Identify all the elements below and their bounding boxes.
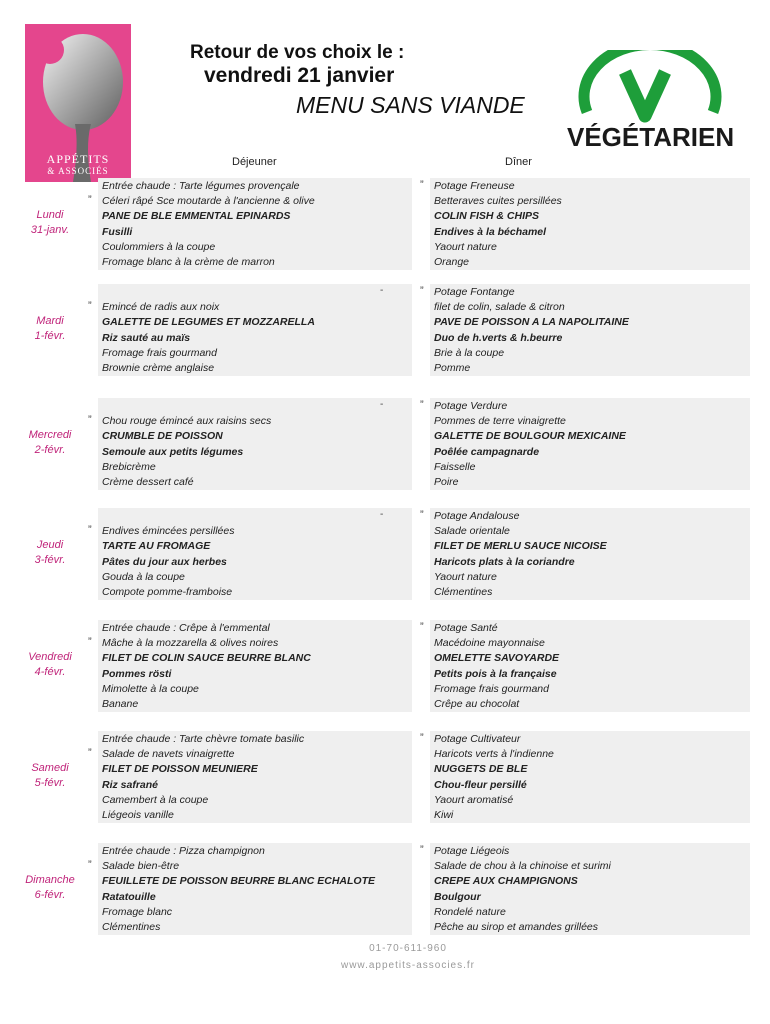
lunch-menu [102, 732, 304, 823]
lunch-dish: GALETTE DE LEGUMES ET MOZZARELLA [102, 316, 315, 329]
quote-mark: ” [88, 859, 92, 871]
lunch-dish: Salade bien-être [102, 860, 180, 873]
quote-mark: ” [88, 300, 92, 312]
lunch-dish: Gouda à la coupe [102, 570, 185, 583]
day-date: 4-févr. [34, 666, 66, 678]
lunch-menu [102, 285, 315, 376]
lunch-dish: FILET DE COLIN SAUCE BEURRE BLANC [102, 652, 311, 665]
lunch-dish: Céleri râpé Sce moutarde à l'ancienne & olive [102, 195, 315, 208]
lunch-dish: Pommes rösti [102, 667, 172, 680]
dinner-dish: Yaourt aromatisé [434, 793, 514, 806]
dinner-dish: Macédoine mayonnaise [434, 637, 545, 650]
dinner-dish: Pomme [434, 362, 471, 375]
day-date: 3-févr. [34, 554, 66, 566]
day-name: Mercredi [28, 429, 72, 441]
dinner-menu [434, 844, 611, 935]
lunch-dish: Brebicrème [102, 460, 156, 473]
return-date: vendredi 21 janvier [204, 64, 395, 87]
dinner-dish: Salade de chou à la chinoise et surimi [434, 860, 611, 873]
day-label [20, 428, 80, 458]
lunch-dish [102, 509, 234, 524]
dinner-dish: Duo de h.verts & h.beurre [434, 331, 563, 344]
quote-mark: ” [88, 524, 92, 536]
dinner-dish: Potage Fontange [434, 286, 515, 298]
dinner-dish: Pommes de terre vinaigrette [434, 415, 566, 428]
dinner-dish: filet de colin, salade & citron [434, 301, 565, 314]
lunch-menu [102, 179, 315, 270]
dinner-dish: GALETTE DE BOULGOUR MEXICAINE [434, 430, 626, 443]
dinner-dish: Potage Cultivateur [434, 733, 521, 745]
day-date: 6-févr. [34, 889, 66, 901]
lunch-dish: Compote pomme-framboise [102, 586, 233, 599]
lunch-menu [102, 509, 234, 600]
dash-mark: - [380, 285, 384, 296]
day-name: Dimanche [25, 874, 75, 886]
day-label [20, 761, 80, 791]
dinner-dish: Clémentines [434, 586, 493, 599]
dinner-menu [434, 399, 626, 490]
lunch-dish: Ratatouille [102, 890, 156, 903]
day-label [20, 208, 80, 238]
menu-title: MENU SANS VIANDE [296, 92, 525, 118]
lunch-dish: Coulommiers à la coupe [102, 240, 216, 253]
day-name: Vendredi [28, 651, 72, 663]
lunch-dish: Banane [102, 698, 139, 711]
lunch-dish: Mâche à la mozzarella & olives noires [102, 637, 279, 650]
quote-mark: ” [420, 621, 424, 633]
dinner-dish: Salade orientale [434, 525, 510, 538]
quote-mark: ” [88, 747, 92, 759]
day-name: Lundi [36, 209, 64, 221]
dinner-dish: Potage Santé [434, 622, 498, 634]
dinner-menu [434, 621, 559, 712]
company-logo [25, 24, 131, 182]
dinner-dish: OMELETTE SAVOYARDE [434, 652, 560, 665]
lunch-menu [102, 844, 375, 935]
dinner-dish: Faisselle [434, 460, 476, 473]
lunch-menu [102, 621, 311, 712]
quote-mark: ” [88, 194, 92, 206]
day-date: 2-févr. [34, 444, 66, 456]
lunch-dish: Riz safrané [102, 778, 159, 791]
dinner-dish: Brie à la coupe [434, 346, 505, 359]
dinner-dish: Petits pois à la française [434, 667, 557, 680]
day-name: Mardi [36, 315, 64, 327]
lunch-menu [102, 399, 271, 490]
dinner-dish: Potage Liégeois [434, 845, 510, 857]
dinner-dish: Potage Verdure [434, 400, 508, 412]
dinner-dish: PAVE DE POISSON A LA NAPOLITAINE [434, 316, 629, 329]
day-date: 5-févr. [34, 777, 66, 789]
dinner-dish: Haricots plats à la coriandre [434, 555, 575, 568]
quote-mark: ” [420, 179, 424, 191]
logo-line-2: & ASSOCIÉS [47, 166, 109, 176]
lunch-dish: Entrée chaude : Tarte chèvre tomate basilic [102, 733, 305, 745]
day-name: Jeudi [36, 539, 64, 551]
day-label [20, 873, 80, 903]
lunch-dish: Emincé de radis aux noix [102, 301, 220, 314]
dinner-dish: Chou-fleur persillé [434, 778, 527, 791]
dinner-dish: NUGGETS DE BLE [434, 763, 528, 776]
lunch-dish: Entrée chaude : Crêpe à l'emmental [102, 622, 270, 634]
dinner-menu [434, 179, 562, 270]
quote-mark: ” [420, 399, 424, 411]
day-date: 31-janv. [30, 224, 70, 236]
quote-mark: ” [420, 732, 424, 744]
logo-line-1: APPÉTITS [46, 152, 110, 166]
lunch-dish: TARTE AU FROMAGE [102, 540, 211, 553]
lunch-dish: Fromage blanc [102, 905, 173, 918]
lunch-dish: Mimolette à la coupe [102, 682, 199, 695]
dinner-column-header: Dîner [505, 156, 532, 168]
day-label [20, 650, 80, 680]
lunch-dish: PANE DE BLE EMMENTAL EPINARDS [102, 210, 291, 223]
lunch-dish: Pâtes du jour aux herbes [102, 555, 227, 568]
footer-phone: 01-70-611-960 [369, 943, 447, 954]
dinner-dish: Orange [434, 256, 470, 269]
dinner-dish: FILET DE MERLU SAUCE NICOISE [434, 540, 607, 553]
dinner-dish: Crêpe au chocolat [434, 698, 520, 711]
dinner-menu [434, 732, 554, 823]
dinner-dish: Yaourt nature [434, 240, 497, 253]
day-date: 1-févr. [34, 330, 66, 342]
dinner-dish: Poire [434, 476, 459, 489]
lunch-dish [102, 285, 315, 300]
vegetarian-label: VÉGÉTARIEN [567, 122, 735, 152]
dinner-dish: Poêlée campagnarde [434, 445, 540, 458]
day-label [20, 538, 80, 568]
lunch-dish: Semoule aux petits légumes [102, 445, 244, 458]
lunch-dish: FILET DE POISSON MEUNIERE [102, 763, 258, 776]
quote-mark: ” [88, 636, 92, 648]
lunch-dish: Entrée chaude : Pizza champignon [102, 845, 265, 857]
dinner-menu [434, 285, 629, 376]
lunch-dish: Camembert à la coupe [102, 793, 209, 806]
quote-mark: ” [420, 844, 424, 856]
lunch-dish: CRUMBLE DE POISSON [102, 430, 223, 443]
lunch-dish: Fromage frais gourmand [102, 346, 217, 359]
dinner-dish: Boulgour [434, 890, 481, 903]
dinner-dish: Endives à la béchamel [434, 225, 547, 238]
dinner-dish: Rondelé nature [434, 905, 506, 918]
day-name: Samedi [31, 762, 69, 774]
lunch-dish: Brownie crème anglaise [102, 362, 215, 375]
dinner-menu [434, 509, 607, 600]
lunch-dish: Crème dessert café [102, 476, 194, 489]
lunch-dish: Endives émincées persillées [102, 525, 235, 538]
quote-mark: ” [88, 414, 92, 426]
lunch-dish: Fusilli [102, 225, 133, 238]
quote-mark: ” [420, 285, 424, 297]
return-choice-label: Retour de vos choix le : [190, 42, 405, 63]
quote-mark: ” [420, 509, 424, 521]
dinner-dish: Pêche au sirop et amandes grillées [434, 921, 599, 934]
dash-mark: - [380, 509, 384, 520]
dinner-dish: Haricots verts à l'indienne [434, 748, 554, 761]
lunch-dish: Entrée chaude : Tarte légumes provençale [102, 180, 300, 192]
dinner-dish: Fromage frais gourmand [434, 682, 549, 695]
footer-website: www.appetits-associes.fr [340, 960, 476, 971]
lunch-dish [102, 399, 271, 414]
lunch-dish: Riz sauté au maïs [102, 331, 191, 344]
dinner-dish: Kiwi [434, 809, 454, 822]
lunch-dish: Liégeois vanille [102, 809, 174, 822]
lunch-dish: Clémentines [102, 921, 161, 934]
lunch-dish: Salade de navets vinaigrette [102, 748, 235, 761]
day-label [20, 314, 80, 344]
dinner-dish: Potage Andalouse [434, 510, 520, 522]
lunch-dish: Fromage blanc à la crème de marron [102, 256, 275, 269]
lunch-dish: FEUILLETE DE POISSON BEURRE BLANC ECHALOTE [102, 875, 376, 888]
dinner-dish: COLIN FISH & CHIPS [434, 210, 540, 223]
dinner-dish: Potage Freneuse [434, 180, 515, 192]
lunch-column-header: Déjeuner [232, 156, 277, 168]
lunch-dish: Chou rouge émincé aux raisins secs [102, 415, 272, 428]
dash-mark: - [380, 399, 384, 410]
dinner-dish: CREPE AUX CHAMPIGNONS [434, 875, 578, 888]
dinner-dish: Betteraves cuites persillées [434, 195, 562, 208]
dinner-dish: Yaourt nature [434, 570, 497, 583]
